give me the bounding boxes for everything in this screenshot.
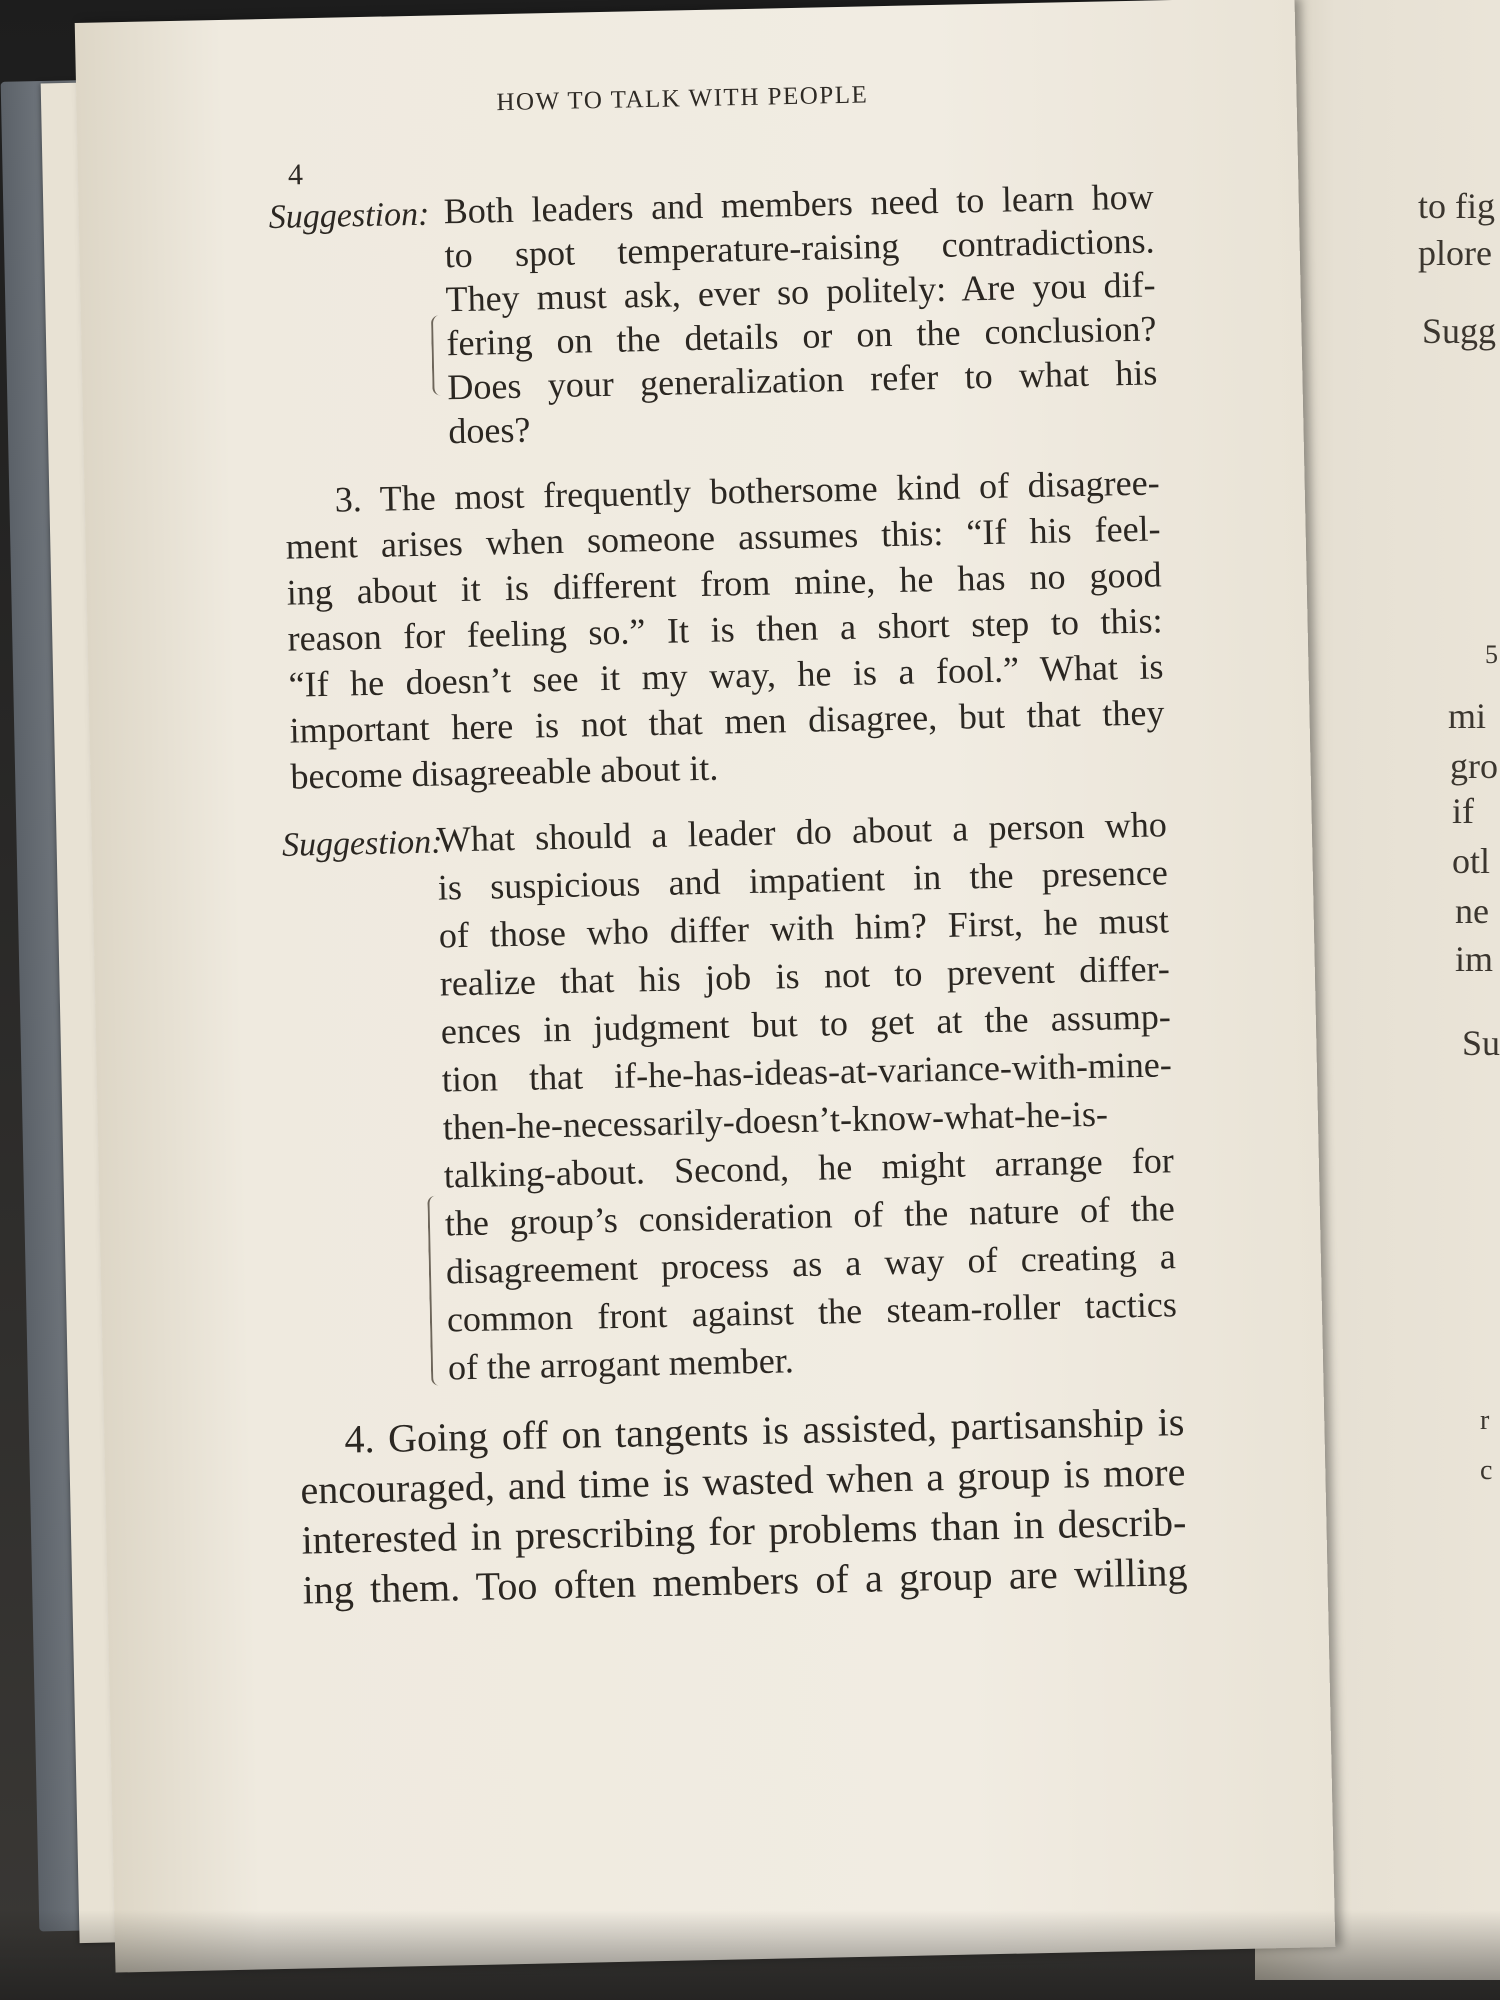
text-line: to spot temperature-raising contradictions. — [444, 220, 1155, 276]
text-line: ences in judgment but to get at the assump- — [440, 996, 1172, 1052]
text-line: ing them. Too often members of a group are willing — [302, 1549, 1188, 1613]
text-line: common front against the steam-roller tactics — [446, 1284, 1178, 1340]
facing-fragment: plore — [1418, 233, 1492, 273]
text-line: then-he-necessarily-doesn’t-know-what-he-is- — [442, 1093, 1109, 1148]
text-line: Both leaders and members need to learn how — [443, 176, 1155, 232]
text-line: ment arises when someone assumes this: “If his feel- — [285, 508, 1161, 567]
text-line: What should a leader do about a person who — [436, 804, 1168, 860]
text-line: tion that if-he-has-ideas-at-variance-with-mine- — [441, 1044, 1173, 1100]
table-shadow — [0, 1910, 1500, 2000]
suggestion-label: Suggestion: — [268, 195, 430, 236]
facing-fragment: im — [1455, 939, 1494, 979]
facing-fragment: otl — [1452, 841, 1491, 881]
facing-fragment: Sugg — [1422, 311, 1497, 351]
text-line: 4. Going off on tangents is assisted, partisanship is — [343, 1399, 1185, 1462]
text-line: They must ask, ever so politely: Are you dif- — [445, 264, 1156, 320]
pencil-bracket-mark — [431, 315, 445, 395]
page-number: 4 — [287, 158, 304, 192]
facing-fragment: ne — [1455, 891, 1489, 931]
text-line: encouraged, and time is wasted when a group is more — [300, 1449, 1186, 1513]
facing-fragment: to fig — [1418, 186, 1495, 226]
pencil-bracket-mark — [427, 1196, 443, 1386]
text-line: disagreement process as a way of creating a — [445, 1236, 1177, 1292]
facing-fragment: c — [1480, 1455, 1493, 1486]
text-line: of those who differ with him? First, he must — [438, 900, 1170, 956]
facing-fragment: 5 — [1485, 640, 1498, 669]
text-line: interested in prescribing for problems than in describ- — [301, 1499, 1187, 1563]
text-line: become disagreeable about it. — [290, 747, 719, 797]
book-page — [75, 0, 1336, 1973]
facing-fragment: r — [1480, 1405, 1490, 1436]
running-head: HOW TO TALK WITH PEOPLE — [496, 81, 869, 117]
text-line: is suspicious and impatient in the presence — [437, 852, 1169, 908]
text-line: 3. The most frequently bothersome kind of disagree- — [334, 462, 1160, 520]
text-line: of the arrogant member. — [447, 1340, 795, 1388]
text-line: the group’s consideration of the nature of the — [444, 1188, 1176, 1244]
text-line: fering on the details or on the conclusion? — [446, 308, 1157, 364]
text-line: ing about it is different from mine, he has no good — [286, 554, 1162, 613]
text-line: realize that his job is not to prevent differ- — [439, 948, 1171, 1004]
text-line: does? — [447, 409, 531, 452]
text-line: Does your generalization refer to what his — [447, 352, 1158, 408]
facing-fragment: mi — [1448, 696, 1487, 736]
suggestion-label: Suggestion: — [281, 823, 443, 864]
text-line: important here is not that men disagree, but that they — [289, 692, 1165, 751]
text-line: “If he doesn’t see it my way, he is a fool.” What is — [288, 646, 1164, 705]
facing-fragment: Su — [1462, 1023, 1500, 1063]
text-line: talking-about. Second, he might arrange for — [443, 1140, 1175, 1196]
facing-fragment: gro — [1450, 746, 1498, 786]
text-line: reason for feeling so.” It is then a short step to this: — [287, 600, 1163, 659]
facing-fragment: if — [1452, 791, 1474, 831]
